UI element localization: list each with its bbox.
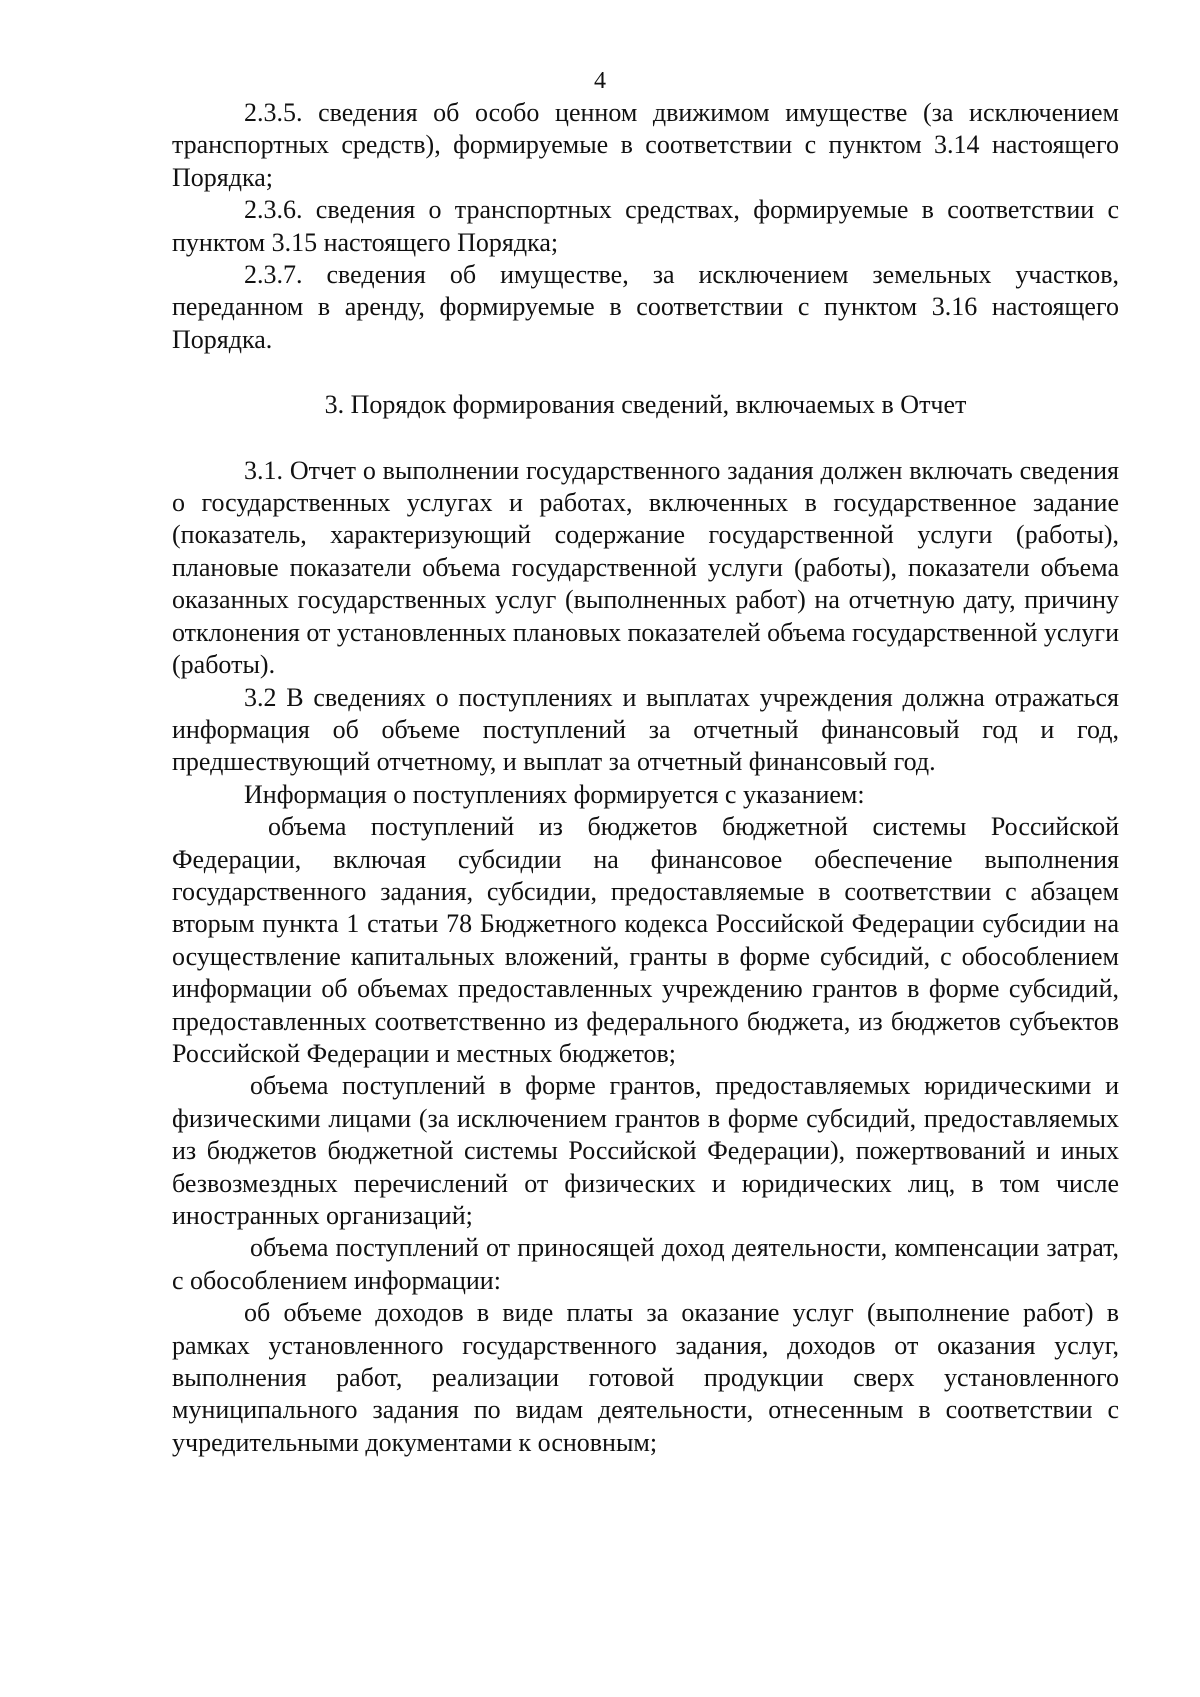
paragraph-2-3-7: 2.3.7. сведения об имуществе, за исключением земельных участков, переданном в аренду, формируемые в соответствии с пунктом 3.16 настоящего Порядка. — [172, 260, 1119, 354]
spacer — [172, 422, 1119, 455]
spacer — [172, 356, 1119, 389]
paragraph-activity-income: объема поступлений от приносящей доход деятельности, компенсации затрат, с обособлением информации: — [172, 1233, 1119, 1295]
paragraph-service-fees: об объеме доходов в виде платы за оказание услуг (выполнение работ) в рамках установленного государственного задания, доходов от оказания услуг, выполнения работ, реализации готовой продукции сверх установленного муниципального задания по видам деятельности, отнесенным в соответствии с учредительными документами к основным; — [172, 1298, 1119, 1457]
page-number: 4 — [594, 68, 606, 94]
document-body — [172, 97, 1119, 1459]
paragraph-3-1: 3.1. Отчет о выполнении государственного задания должен включать сведения о государственных услугах и работах, включенных в государственное задание (показатель, характеризующий содержание государственной услуги (работы), плановые показатели объема государственной услуги (работы), показатели объема оказанных государственных услуг (выполненных работ) на отчетную дату, причину отклонения от установленных плановых показателей объема государственной услуги (работы). — [172, 455, 1119, 680]
paragraph-budget-income: объема поступлений из бюджетов бюджетной системы Российской Федерации, включая субсидии на финансовое обеспечение выполнения государственного задания, субсидии, предоставляемые в соответствии с абзацем вторым пункта 1 статьи 78 Бюджетного кодекса Российской Федерации субсидии на осуществление капитальных вложений, гранты в форме субсидий, с обособлением информации об объемах предоставленных учреждению грантов в форме субсидий, предоставленных соответственно из федерального бюджета, из бюджетов субъектов Российской Федерации и местных бюджетов; — [172, 812, 1119, 1068]
paragraph-3-2: 3.2 В сведениях о поступлениях и выплатах учреждения должна отражаться информация об объеме поступлений за отчетный финансовый год и год, предшествующий отчетному, и выплат за отчетный финансовый год. — [172, 682, 1119, 777]
section-heading: 3. Порядок формирования сведений, включаемых в Отчет — [324, 390, 967, 420]
paragraph-2-3-5: 2.3.5. сведения об особо ценном движимом имуществе (за исключением транспортных средств), формируемые в соответствии с пунктом 3.14 настоящего Порядка; — [172, 98, 1119, 192]
paragraph-grants-income: объема поступлений в форме грантов, предоставляемых юридическими и физическими лицами (за исключением грантов в форме субсидий, предоставляемых из бюджетов бюджетной системы Российской Федерации), пожертвований и иных безвозмездных перечислений от физических и юридических лиц, в том числе иностранных организаций; — [172, 1071, 1119, 1230]
paragraph-income-info: Информация о поступлениях формируется с указанием: — [244, 779, 865, 809]
paragraph-2-3-6: 2.3.6. сведения о транспортных средствах, формируемые в соответствии с пунктом 3.15 настоящего Порядка; — [172, 195, 1119, 257]
